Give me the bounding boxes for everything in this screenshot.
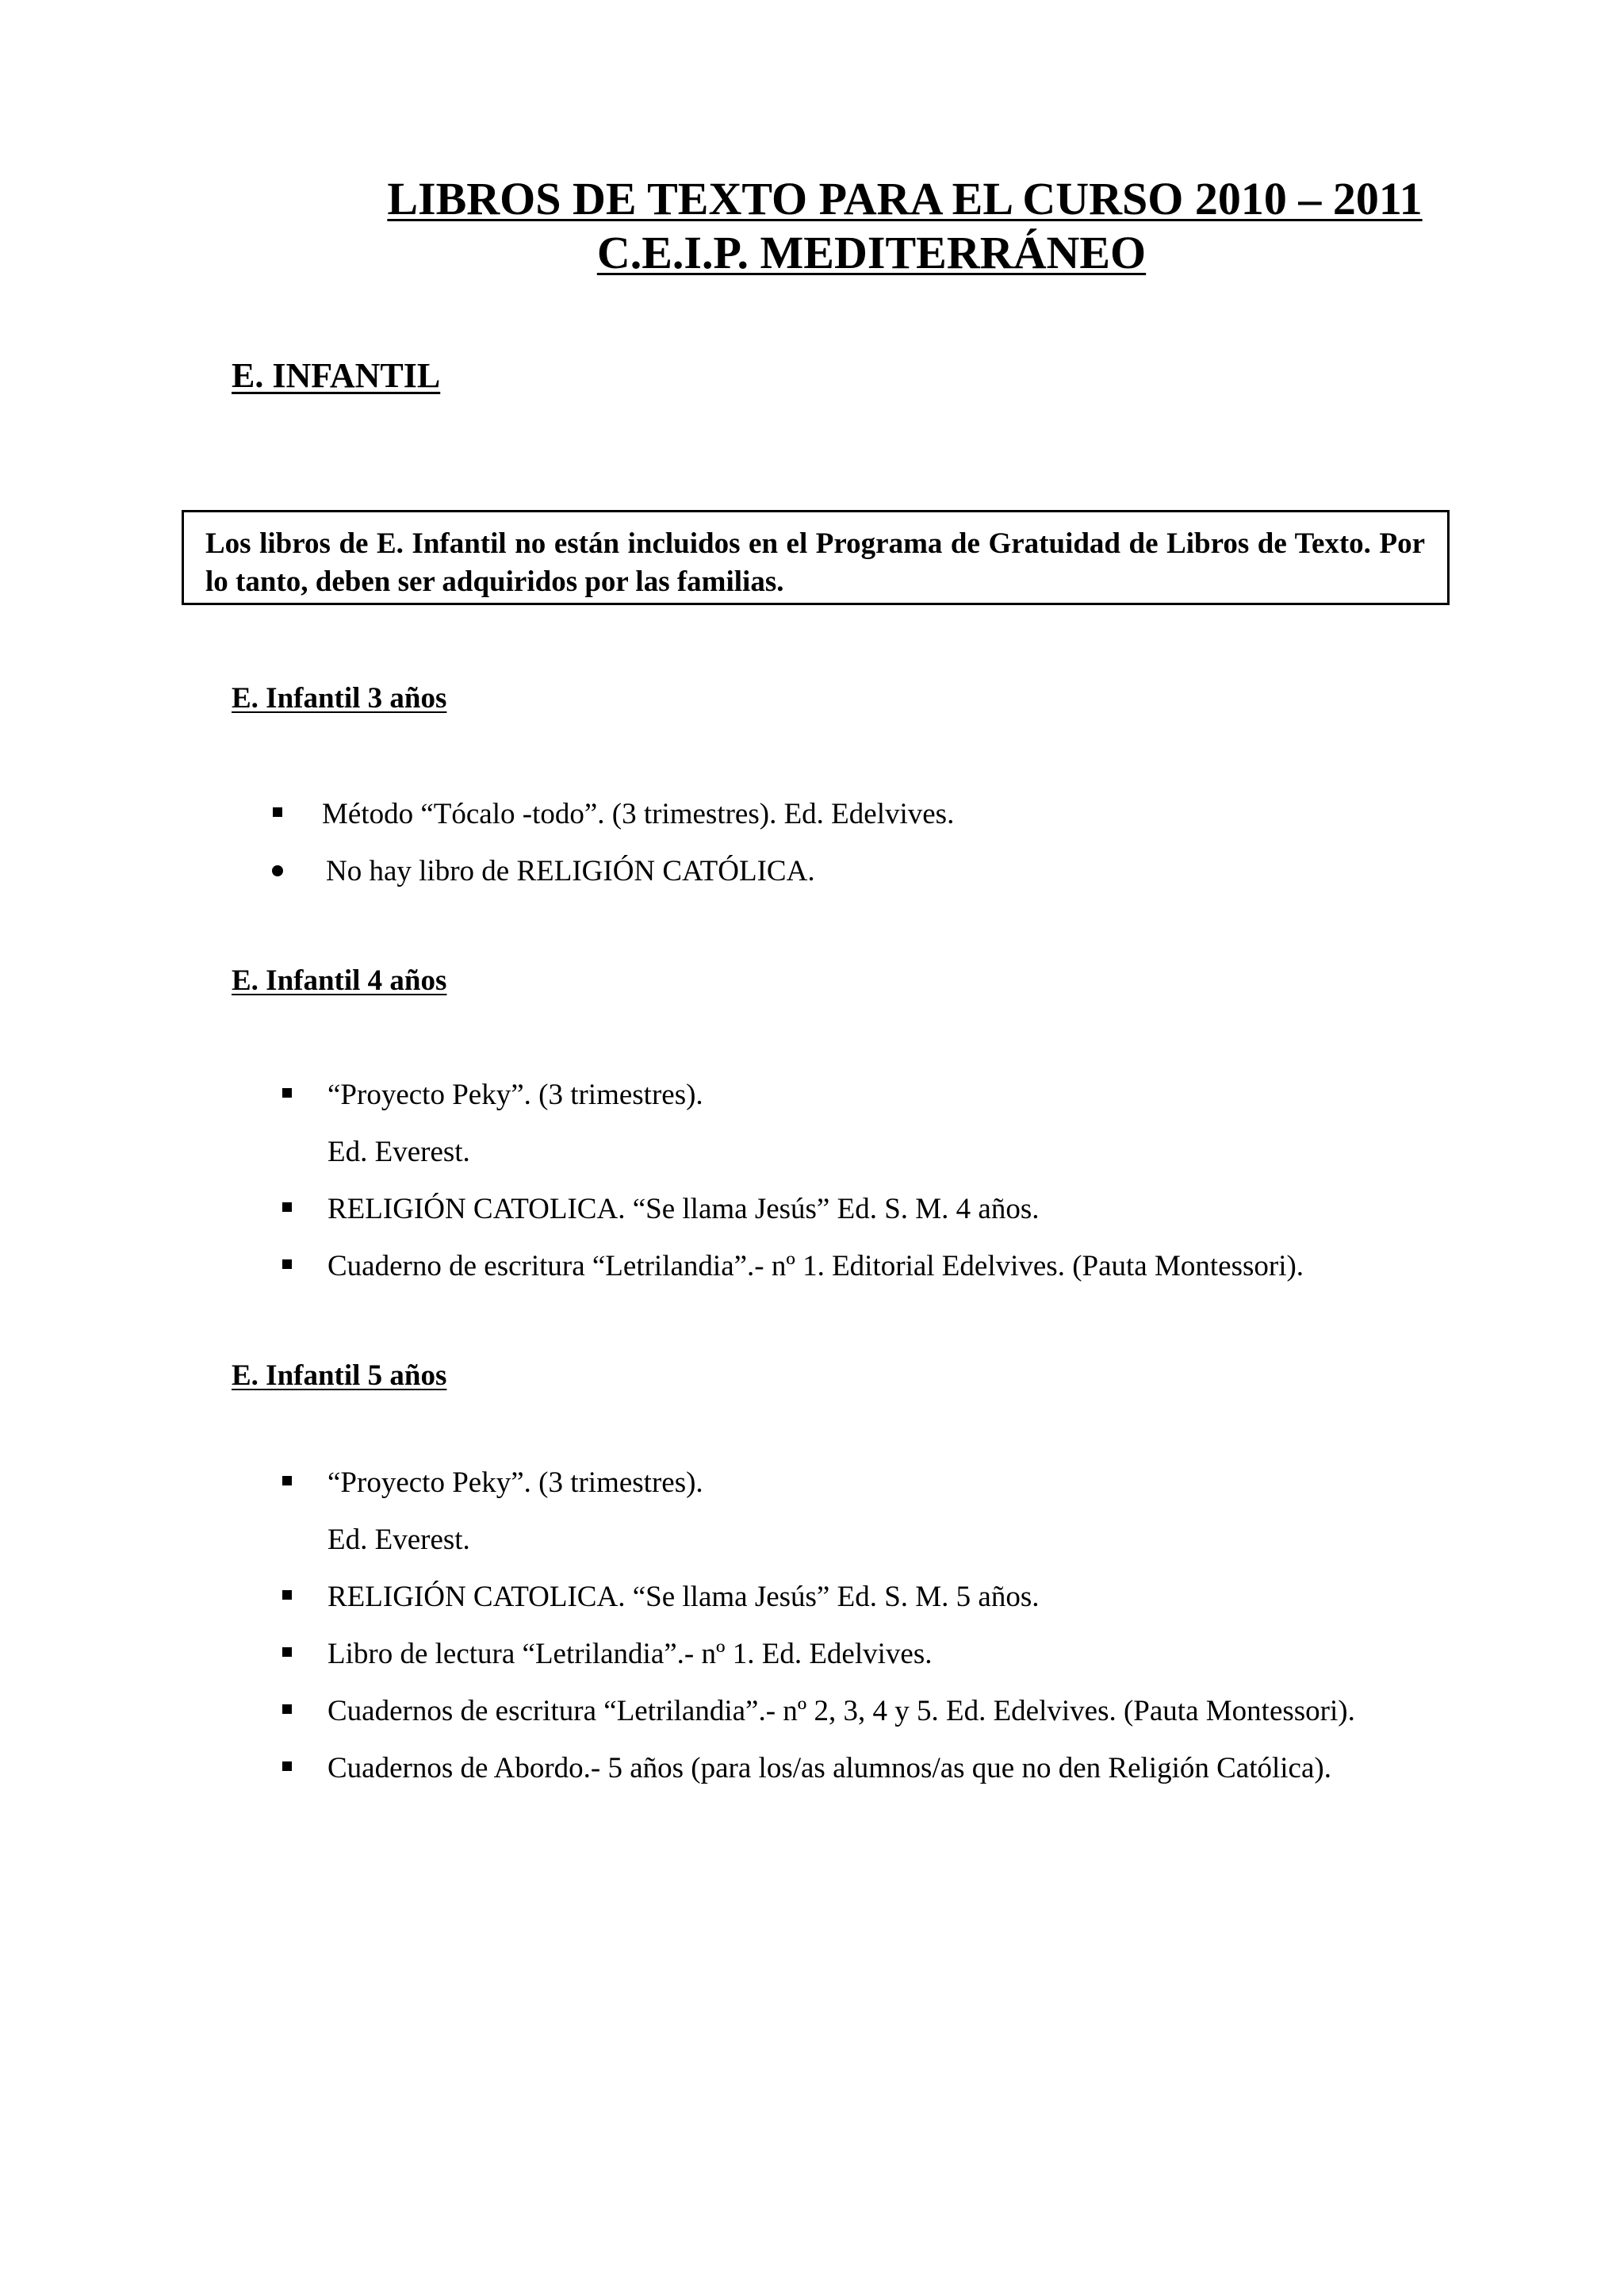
list-item-text: Cuadernos de escritura “Letrilandia”.- nº 2, 3, 4 y 5. Ed. Edelvives. (Pauta Montessori). (327, 1695, 1355, 1727)
list-item-text: Cuadernos de Abordo.- 5 años (para los/as alumnos/as que no den Religión Católica). (327, 1752, 1331, 1784)
square-bullet-icon (282, 1761, 292, 1771)
square-bullet-icon (282, 1202, 292, 1212)
list-item-text: Método “Tócalo -todo”. (3 trimestres). Ed. Edelvives. (322, 798, 955, 830)
list-item-text: RELIGIÓN CATOLICA. “Se llama Jesús” Ed. S. M. 5 años. (327, 1581, 1040, 1613)
square-bullet-icon (282, 1647, 292, 1657)
square-bullet-icon (282, 1088, 292, 1098)
square-bullet-icon (282, 1259, 292, 1269)
list-item-text: Ed. Everest. (327, 1136, 470, 1168)
square-bullet-icon (282, 1704, 292, 1714)
notice-box (182, 510, 1450, 605)
section-heading-infantil: E. INFANTIL (232, 356, 441, 395)
group-heading-4-years: E. Infantil 4 años (232, 964, 447, 997)
round-bullet-icon (272, 865, 283, 876)
square-bullet-icon (282, 1590, 292, 1600)
list-item-text: Cuaderno de escritura “Letrilandia”.- nº 1. Editorial Edelvives. (Pauta Montessori). (327, 1250, 1304, 1282)
group-heading-5-years: E. Infantil 5 años (232, 1359, 447, 1392)
group-heading-3-years: E. Infantil 3 años (232, 682, 447, 715)
list-item-text: No hay libro de RELIGIÓN CATÓLICA. (326, 855, 815, 887)
list-item-text: RELIGIÓN CATOLICA. “Se llama Jesús” Ed. S. M. 4 años. (327, 1193, 1040, 1225)
square-bullet-icon (282, 1476, 292, 1485)
notice-text: Los libros de E. Infantil no están incluidos en el Programa de Gratuidad de Libros de Texto. Por lo tanto, deben ser adquiridos por las familias. (205, 527, 1425, 598)
list-item-text: “Proyecto Peky”. (3 trimestres). (327, 1079, 703, 1111)
list-item-text: “Proyecto Peky”. (3 trimestres). (327, 1466, 703, 1499)
document-title: LIBROS DE TEXTO PARA EL CURSO 2010 – 2011 (387, 173, 1423, 224)
list-item-text: Ed. Everest. (327, 1524, 470, 1556)
list-item-text: Libro de lectura “Letrilandia”.- nº 1. Ed. Edelvives. (327, 1638, 933, 1670)
square-bullet-icon (273, 807, 282, 817)
document-subtitle-school: C.E.I.P. MEDITERRÁNEO (596, 227, 1147, 278)
